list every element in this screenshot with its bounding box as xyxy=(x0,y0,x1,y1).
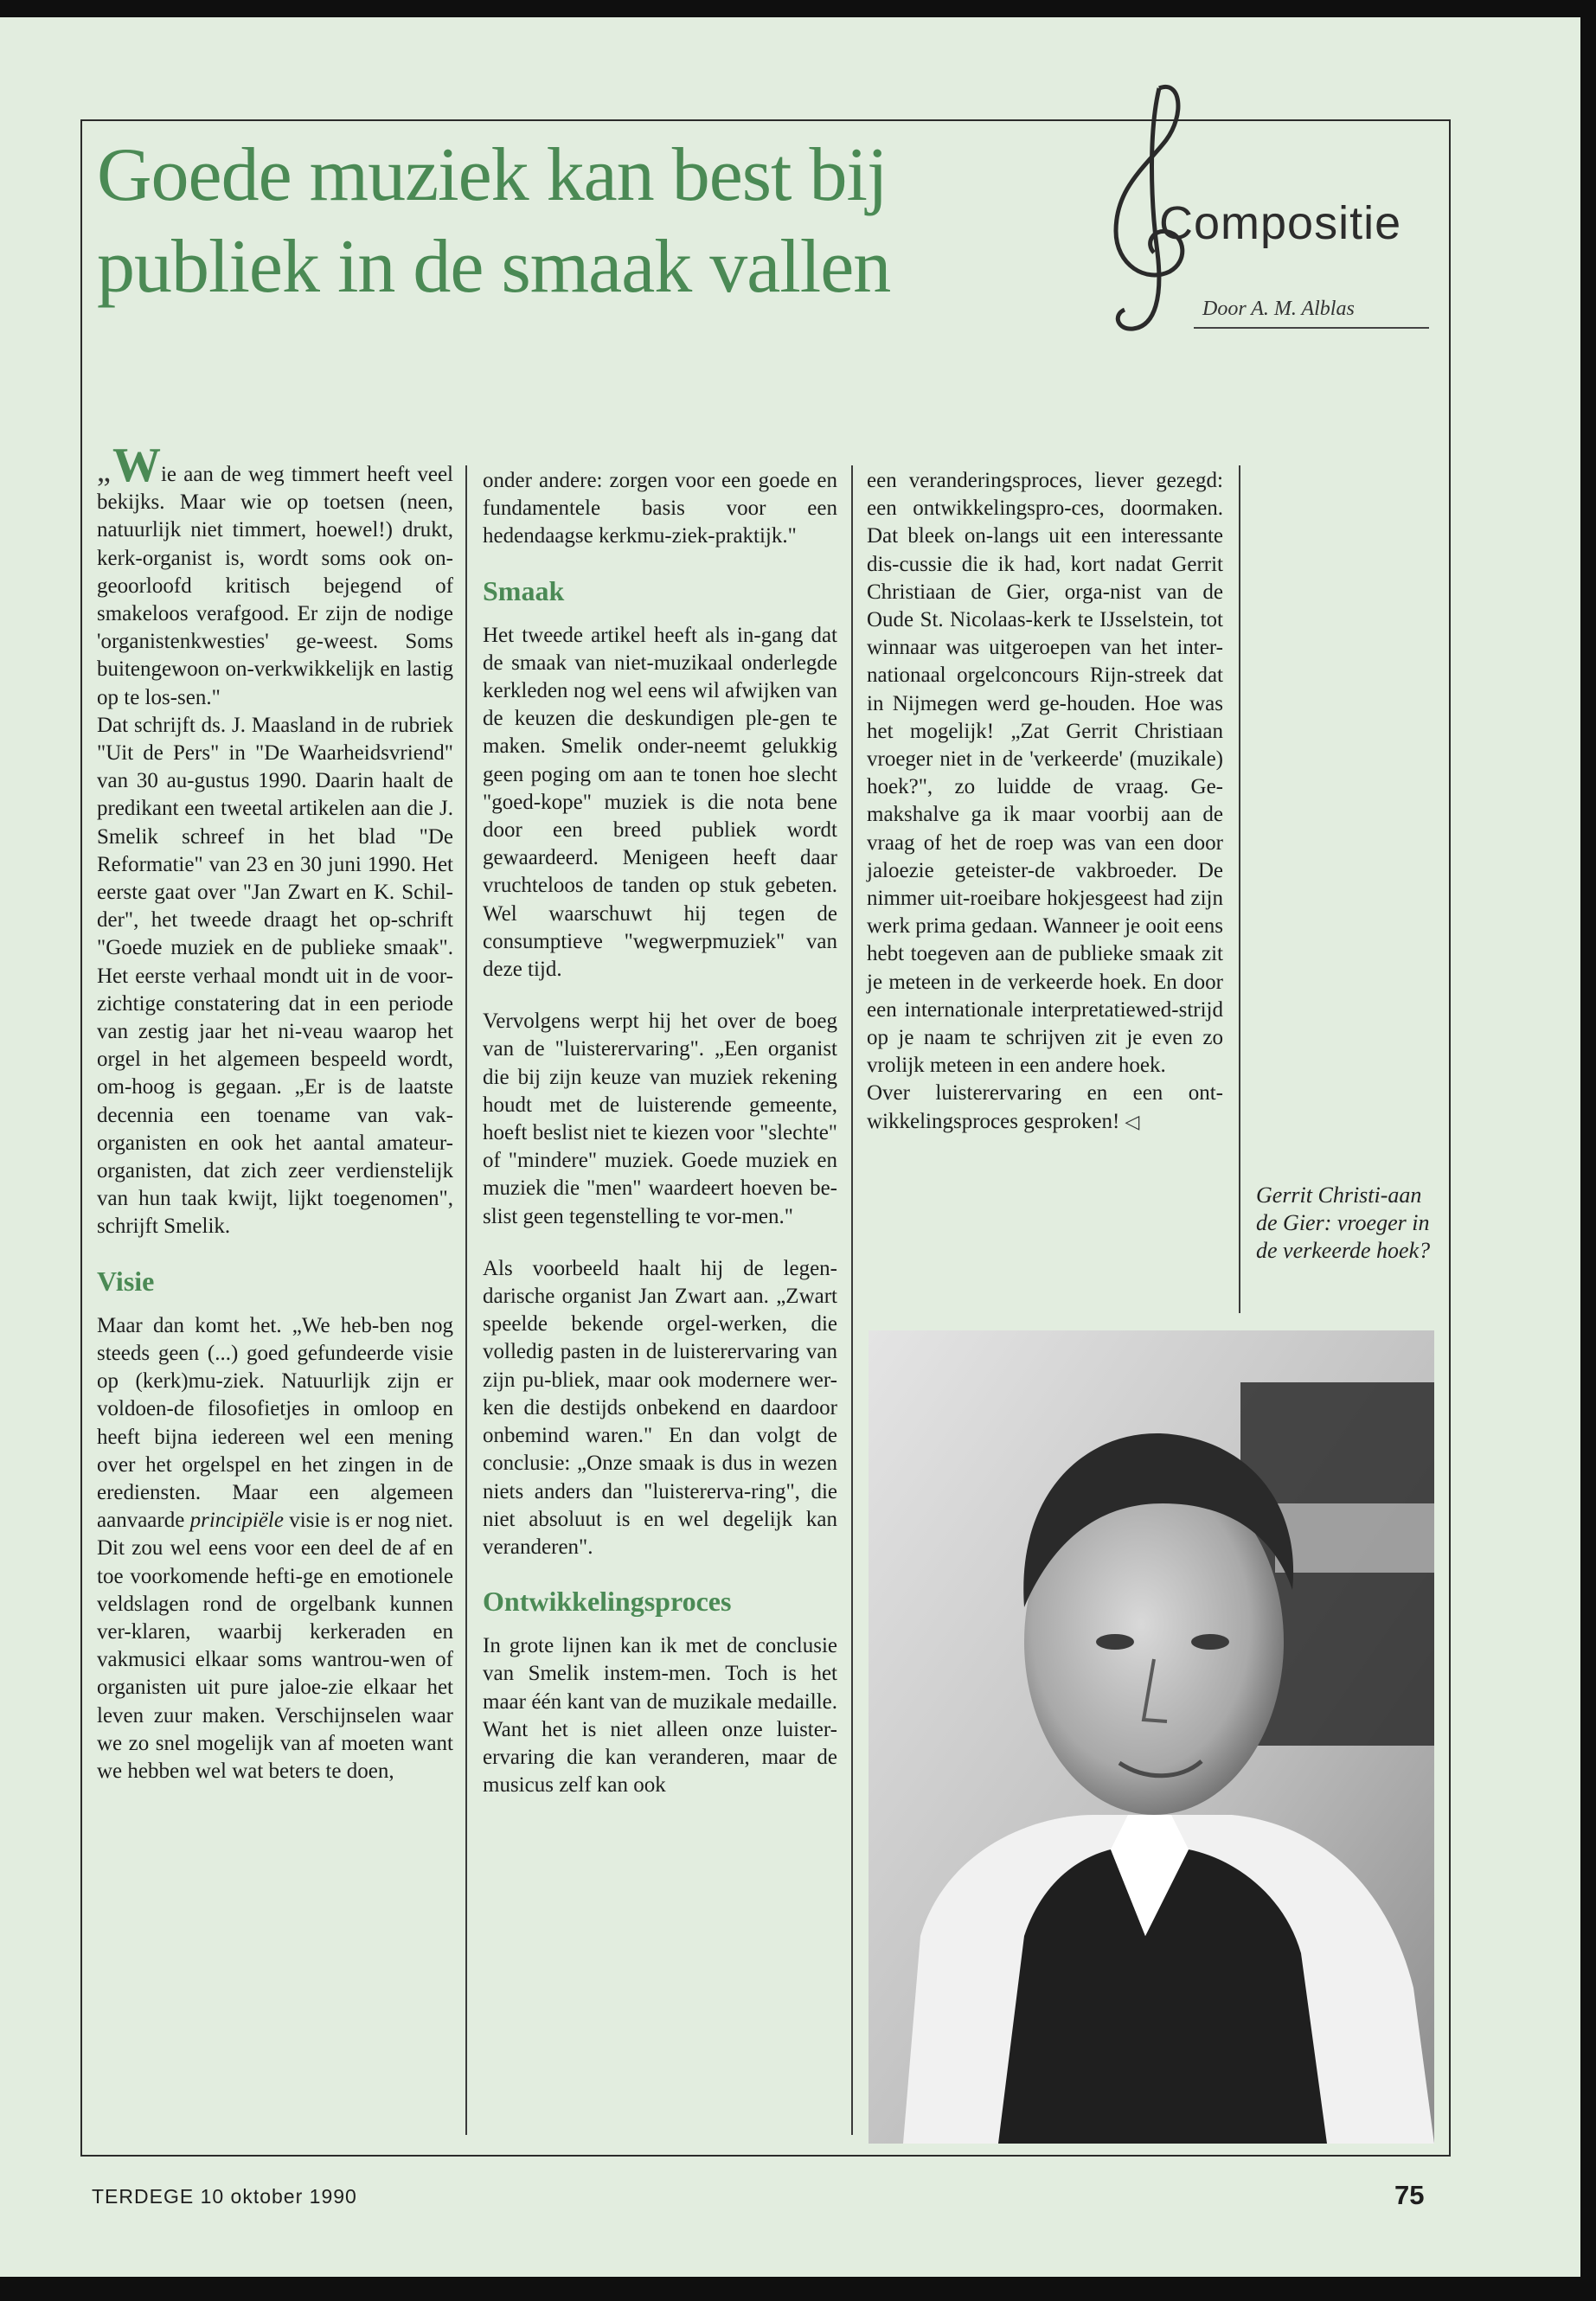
paragraph: Als voorbeeld haalt hij de legen-darische organist Jan Zwart aan. „Zwart speelde bekende orgel-werken, die volledig pasten in de luisterervaring van zijn pu-bliek, maar ook modernere wer-ken die destijds onbekend en daardoor onbemind waren." En dan volgt de conclusie: „Onze smaak is dus in wezen niets anders dan "luistererva-ring", die niet absoluut is en wel degelijk kan veranderen". xyxy=(483,1256,837,1559)
scan-border-top xyxy=(0,0,1596,17)
paragraph-text: visie is er nog niet. Dit zou wel eens voor een deel de af en toe voorkomende hefti-ge en emotionele veldslagen rond de orgelbank kunnen ver-klaren, waarbij kerkeraden en vakmusici elkaar soms wantrou-wen of organisten uit pure jaloe-zie elkaar het leven zuur maken. Verschijnselen waar we zo snel mogelijk van af moeten want we hebben wel wat beters te doen, xyxy=(97,1509,453,1783)
scan-border-right xyxy=(1580,0,1596,2301)
portrait-illustration xyxy=(869,1330,1434,2144)
footer-magazine-date: TERDEGE 10 oktober 1990 xyxy=(92,2185,357,2208)
article-headline: Goede muziek kan best bij publiek in de smaak vallen xyxy=(97,133,891,309)
byline-rule xyxy=(1194,327,1429,329)
subheading-smaak: Smaak xyxy=(483,574,565,606)
section-label: Compositie xyxy=(1159,197,1402,249)
paragraph: Het tweede artikel heeft als in-gang dat de smaak van niet-muzikaal onderlegde kerkleden nog wel eens wil afwijken van de keuzen die deskundigen ple-gen te maken. Smelik onder-neemt gelukkig geen poging om aan te tonen hoe slecht "goed-kope" muziek is die nota bene door een breed publiek wordt gewaardeerd. Menigeen heeft daar vruchteloos de tanden op stuk gebeten. Wel waarschuwt hij tegen de consumptieve "wegwerpmuziek" van deze tijd. xyxy=(483,623,837,982)
page-number: 75 xyxy=(1394,2180,1425,2210)
subheading-visie: Visie xyxy=(97,1265,155,1297)
paragraph xyxy=(97,439,453,712)
byline: Door A. M. Alblas xyxy=(1202,298,1355,320)
column-divider xyxy=(1239,465,1240,1313)
paragraph: In grote lijnen kan ik met de conclusie van Smelik instem-men. Toch is het maar één kant van de muzikale medaille. Want het is niet alleen onze luister-ervaring die kan veranderen, maar de musicus zelf kan ook xyxy=(483,1634,837,1798)
subheading-ontwikkelingsproces: Ontwikkelingsproces xyxy=(483,1586,732,1618)
article-column-3 xyxy=(867,467,1223,1137)
photo-caption: Gerrit Christi-aan de Gier: vroeger in de verkeerde hoek? xyxy=(1256,1183,1431,1263)
end-mark-icon: ◁ xyxy=(1125,1111,1140,1133)
paragraph xyxy=(867,1080,1223,1136)
paragraph: een veranderingsproces, liever gezegd: een ontwikkelingspro-ces, doormaken. Dat bleek on-langs uit een interessante dis-cussie die ik had, kort nadat Gerrit Christiaan de Gier, orga-nist van de Oude St. Nicolaas-kerk te IJsselstein, tot winnaar was uitgeroepen van het inter-nationaal orgelconcours Rijn-streek dat in Nijmegen werd ge-houden. Hoe was het mogelijk! „Zat Gerrit Christiaan vroeger niet in de 'verkeerde' (muzikale) hoek?", zo luidde de vraag. Ge-makshalve ga ik maar voorbij aan de vraag of het de roep was van een door jaloezie geteister-de vakbroeder. De nimmer uit-roeibare hokjesgeest had zijn werk prima gedaan. Wanneer je ooit eens hebt toegeven aan de publieke smaak zit je meteen in de verkeerde hoek. En door een internationale interpretatiewed-strijd op je naam te schrijven zit je even zo vrolijk meteen in een andere hoek. xyxy=(867,469,1223,1078)
paragraph: Vervolgens werpt hij het over de boeg van de "luisterervaring". „Een organist die bij zijn keuze van muziek rekening houdt met de luisterende gemeente, hoeft beslist niet te kiezen voor "slechte" of "mindere" muziek. Goede muziek en muziek die "men" waardeert hoeven be-slist geen tegenstelling te vor-men." xyxy=(483,1009,837,1228)
emphasis: principiële xyxy=(189,1509,284,1533)
column-divider xyxy=(851,465,853,2135)
drop-cap: W xyxy=(112,439,161,492)
paragraph-text: Over luisterervaring en een ont-wikkelingsproces gesproken! xyxy=(867,1081,1223,1133)
paragraph xyxy=(97,1312,453,1785)
paragraph: onder andere: zorgen voor een goede en fundamentele basis voor een hedendaagse kerkmu-ziek-praktijk." xyxy=(483,469,837,548)
article-column-2 xyxy=(483,467,837,1799)
opening-quote: „ xyxy=(97,453,112,488)
portrait-photo xyxy=(869,1330,1434,2144)
paragraph: Dat schrijft ds. J. Maasland in de rubriek "Uit de Pers" in "De Waarheidsvriend" van 30 au-gustus 1990. Daarin haalt de predikant een tweetal artikelen aan die J. Smelik schreef in het blad "De Reformatie" van 23 en 30 juni 1990. Het eerste gaat over "Jan Zwart en K. Schil-der", het tweede draagt het op-schrift "Goede muziek en de publieke smaak". Het eerste verhaal mondt uit in de voor-zichtige constatering dat in een periode van zestig jaar het ni-veau waarop het orgel in het algemeen bespeeld wordt, om-hoog is gegaan. „Er is de laatste decennia een toename van vak-organisten en ook het aantal amateur-organisten, dat zich zeer verdienstelijk van hun taak kwijt, lijkt toegenomen", schrijft Smelik. xyxy=(97,713,453,1239)
paragraph-text: ie aan de weg timmert heeft veel bekijks. Maar wie op toetsen (neen, natuurlijk niet timmert, hoewel!) drukt, kerk-organist is, wordt soms ook on-geoorloofd kritisch bejegend of smakeloos verafgood. Er zijn de nodige 'organistenkwesties' ge-weest. Soms buitengewoon on-verkwikkelijk en lastig op te los-sen." xyxy=(97,463,453,709)
scan-border-bottom xyxy=(0,2277,1596,2301)
paragraph-text: Maar dan komt het. „We heb-ben nog steeds geen (...) goed gefundeerde visie op (kerk)mu-ziek. Natuurlijk zijn er voldoen-de filosofietjes in omloop en heeft bijna iedereen wel een mening over het orgelspel en het zingen in de erediensten. Maar een algemeen aanvaarde xyxy=(97,1313,453,1533)
article-column-1 xyxy=(97,439,453,1785)
column-divider xyxy=(465,465,467,2135)
